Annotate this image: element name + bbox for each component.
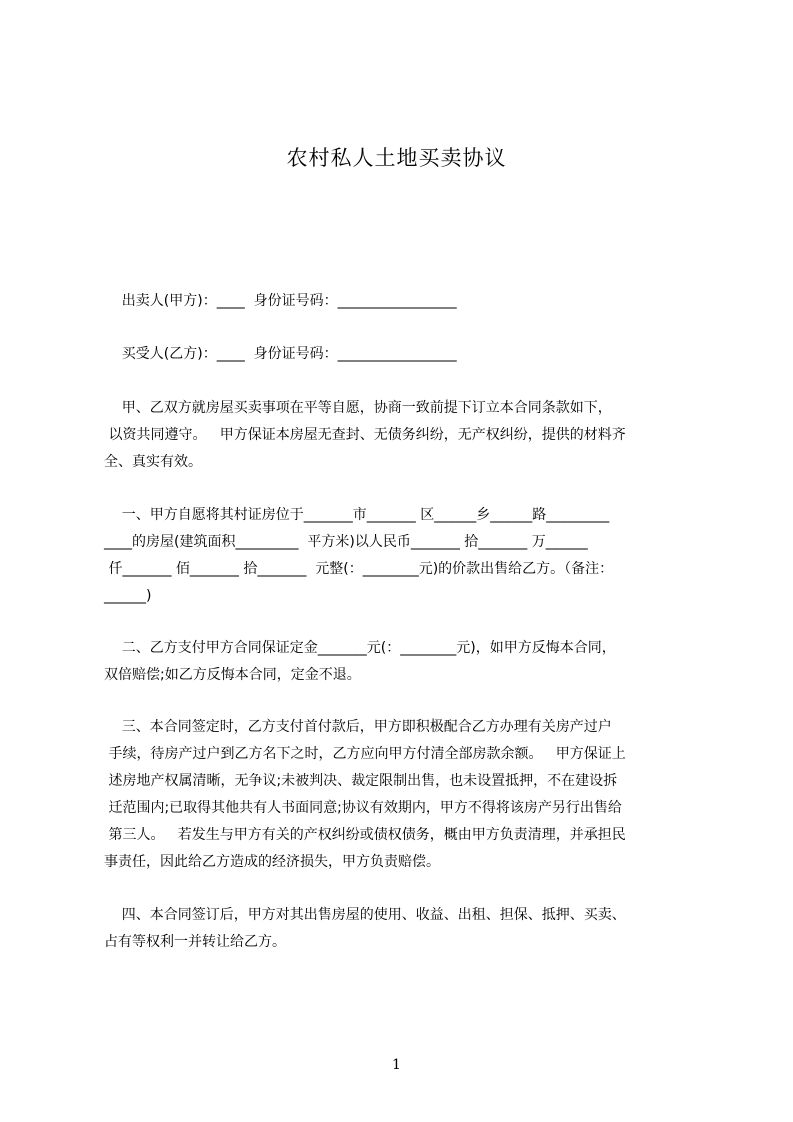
clause-3-line: 手续，待房产过户到乙方名下之时，乙方应向甲方付清全部房款余额。 甲方保证上: [104, 746, 626, 762]
clause-2-line: 二、乙方支付甲方合同保证定金_______元(：________元)，如甲方反悔本合同，: [104, 640, 616, 656]
clause-4-line: 占有等权利一并转让给乙方。: [104, 934, 286, 950]
clause-4-line: 四、本合同签订后，甲方对其出售房屋的使用、收益、出租、担保、抵押、买卖、: [104, 907, 626, 923]
clause-1-line: 仟_______ 佰_______ 拾_______ 元整(：________元)的价款出售给乙方。（备注：: [104, 561, 614, 577]
intro-line: 以资共同遵守。 甲方保证本房屋无查封、无债务纠纷，无产权纠纷，提供的材料齐: [104, 427, 626, 443]
clause-3-line: 第三人。 若发生与甲方有关的产权纠纷或债权债务，概由甲方负责清理，并承担民: [104, 827, 626, 843]
clause-1-line: ______): [104, 588, 152, 604]
intro-line: 甲、乙双方就房屋买卖事项在平等自愿，协商一致前提下订立本合同条款如下，: [104, 400, 612, 416]
clause-3-line: 事责任，因此给乙方造成的经济损失，甲方负责赔偿。: [104, 854, 440, 870]
buyer-line: 买受人(乙方)：____ 身份证号码：_________________: [104, 346, 457, 362]
clause-1-line: ____的房屋(建筑面积_________ 平方米)以人民币_______ 拾_______ 万______: [104, 534, 588, 550]
clause-1-line: 一、甲方自愿将其村证房位于_______市_______ 区______乡______路_________: [104, 507, 610, 523]
document-title: 农村私人土地买卖协议: [286, 146, 507, 170]
clause-2-line: 双倍赔偿;如乙方反悔本合同，定金不退。: [104, 667, 361, 683]
seller-line: 出卖人(甲方)：____ 身份证号码：_________________: [104, 293, 457, 309]
page-number: 1: [392, 1057, 401, 1073]
clause-3-line: 三、本合同签定时，乙方支付首付款后，甲方即积极配合乙方办理有关房产过户: [104, 719, 612, 735]
clause-3-line: 述房地产权属清晰，无争议;未被判决、裁定限制出售，也未设置抵押，不在建设拆: [104, 773, 618, 789]
clause-3-line: 迁范围内;已取得其他共有人书面同意;协议有效期内，甲方不得将该房产另行出售给: [104, 800, 622, 816]
intro-line: 全、真实有效。: [104, 454, 202, 470]
